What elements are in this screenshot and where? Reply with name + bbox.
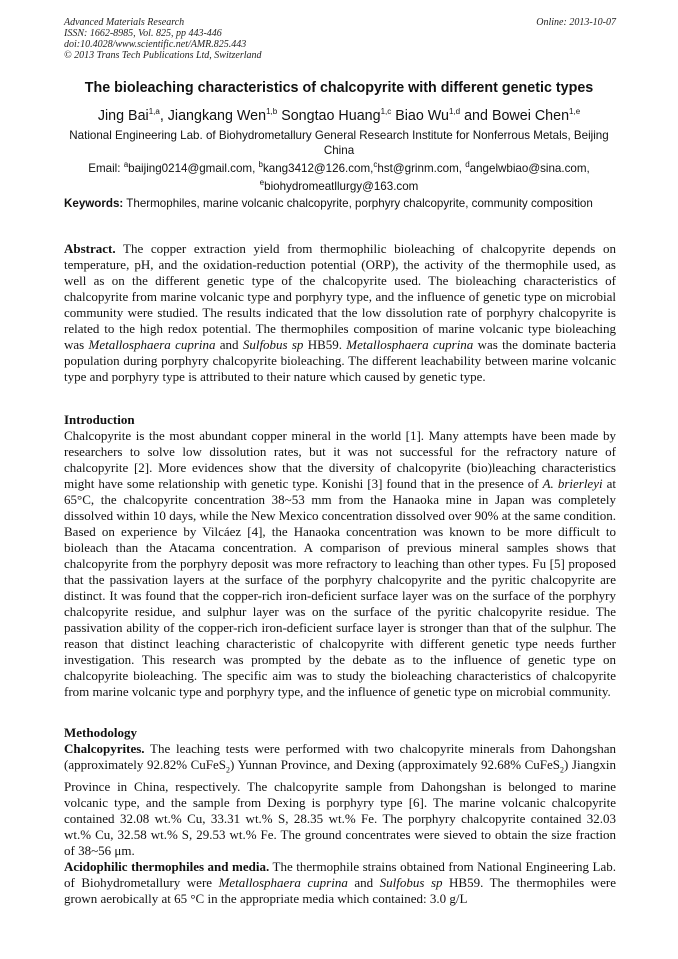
email-link[interactable]: $^b$kang3412@126.com [258, 160, 371, 175]
affiliation: National Engineering Lab. of Biohydrometallury General Research Institute for Nonferrous Metals, Beijing China [69, 129, 609, 157]
doi-line: doi:10.4028/www.scientific.net/AMR.825.443 [64, 39, 247, 50]
email-list: Email: $^a$baijing0214@gmail.com, $^b$kang3412@126.com,$^c$hst@grinm.com, $^d$angelwbiao@sina.com, $^e$biohydromeatllurgy@163.com [88, 160, 590, 194]
email-link[interactable]: $^e$biohydromeatllurgy@163.com [259, 178, 419, 194]
author: Songtao Huang$^{1,c}$ [281, 107, 392, 124]
methodology-text: Chalcopyrites. The leaching tests were performed with two chalcopyrite minerals from Dahongshan (approximately 92.82% CuFeS$_2$) Yunnan Province, and Dexing (approximately 92.68% CuFeS$_2$) Jiangxin Province in China, respectively. The chalcopyrite sample from Dahongshan is belonged to marine volcanic type, and the sample from Dexing is porphyry type [6]. The marine volcanic chalcopyrite contained 32.08 wt.% Cu, 33.31 wt.% S, 28.35 wt.% Fe. The porphyry chalcopyrite contained 32.03 wt.% Cu, 32.58 wt.% S, 29.53 wt.% Fe. The ground concentrates were sieved to obtain the size fraction of 38~56 μm. Acidophilic thermophiles and media. The thermophile strains obtained from National Engineering Lab. of Biohydrometallury were Metallosphaera cuprina and Sulfobus sp HB59. The thermophiles were grown aerobically at 65 °C in the appropriate media which contained: 3.0 g/L [64, 741, 616, 906]
email-link[interactable]: $^a$baijing0214@gmail.com [123, 160, 253, 175]
introduction-text: Chalcopyrite is the most abundant copper mineral in the world [1]. Many attempts have been made by researchers to solve low dissolution rates, but it was not successful for the refractory nature of chalcopyrite [2]. More evidences show that the diversity of chalcopyrite (bio)leaching characteristics might have some relationship with genetic type. Konishi [3] found that in the presence of A. brierleyi at 65°C, the chalcopyrite concentration 38~53 mm from the Hanaoka mine in Japan was completely dissolved within 10 days, while the New Mexico concentration dissolved over 90% at the same condition. Based on experience by Vilcáez [4], the Hanaoka concentration was known to be more difficult to bioleach than the Atacama concentration. A comparison of previous mineral samples shows that chalcopyrite from the porphyry deposit was more refractory to leaching than other types. Fu [5] proposed that the passivation layers at the surface of the porphyry chalcopyrite and the pyritic chalcopyrite are distinct. It was found that the copper-rich iron-deficient surface layer was on the surface of the porphyry chalcopyrite residue, and sulphur layer was on the surface of the pyritic chalcopyrite residue. The passivation ability of the copper-rich iron-deficient surface layer is stronger than that of the sulphur. The reason that distinct leaching characteristic of chalcopyrite with different genetic type needs further investigation. This research was prompted by the debate as to the influence of genetic type on chalcopyrite bioleaching. The specific aim was to study the bioleaching characteristics of chalcopyrite from marine volcanic type and porphyry type, and the influence of genetic type on microbial community. [64, 428, 616, 699]
email-link[interactable]: $^c$hst@grinm.com [373, 160, 459, 175]
author: Biao Wu$^{1,d}$ and [395, 107, 492, 124]
methodology-heading: Methodology [64, 725, 137, 740]
author: Jing Bai$^{1,a}$, [97, 107, 168, 124]
keywords [64, 196, 616, 211]
issn-line: ISSN: 1662-8985, Vol. 825, pp 443-446 [64, 28, 222, 39]
author: Bowei Chen$^{1,e}$ [491, 107, 581, 124]
chalcopyrites-label: Chalcopyrites. [64, 741, 145, 756]
keywords-text: Thermophiles, marine volcanic chalcopyrite, porphyry chalcopyrite, community composition [126, 197, 593, 210]
author-list [30, 102, 648, 126]
abstract: Abstract. The copper extraction yield from thermophilic bioleaching of chalcopyrite depends on temperature, pH, and the oxidation-reduction potential (ORP), the activity of the thermophile used, as well as on the different genetic type of the chalcopyrite used. The bioleaching characteristics of chalcopyrite from marine volcanic type and porphyry type, and the influence of genetic type on microbial community were studied. The results indicated that the low dissolution rate of porphyry chalcopyrite is related to the high redox potential. The thermophiles composition of marine volcanic type bioleaching was Metallosphaera cuprina and Sulfobus sp HB59. Metallosphaera cuprina was the dominate bacteria population during porphyry chalcopyrite bioleaching. The different leachability between marine volcanic type and porphyry type is attributed to their nature which caused by genetic type. [64, 241, 616, 384]
journal-name: Advanced Materials Research [64, 17, 185, 28]
email-label: Email: [88, 161, 124, 175]
thermophiles-label: Acidophilic thermophiles and media. [64, 858, 270, 874]
copyright-line: © 2013 Trans Tech Publications Ltd, Switzerland [64, 50, 262, 61]
paper-title: The bioleaching characteristics of chalcopyrite with different genetic types [84, 80, 594, 96]
journal-header [64, 17, 616, 61]
keywords-label: Keywords: [64, 197, 124, 210]
introduction-heading: Introduction [64, 412, 135, 427]
email-link[interactable]: $^d$angelwbiao@sina.com [465, 160, 587, 175]
abstract-label: Abstract. [64, 241, 116, 256]
online-date: Online: 2013-10-07 [536, 17, 616, 28]
author: Jiangkang Wen$^{1,b}$ [167, 107, 278, 124]
